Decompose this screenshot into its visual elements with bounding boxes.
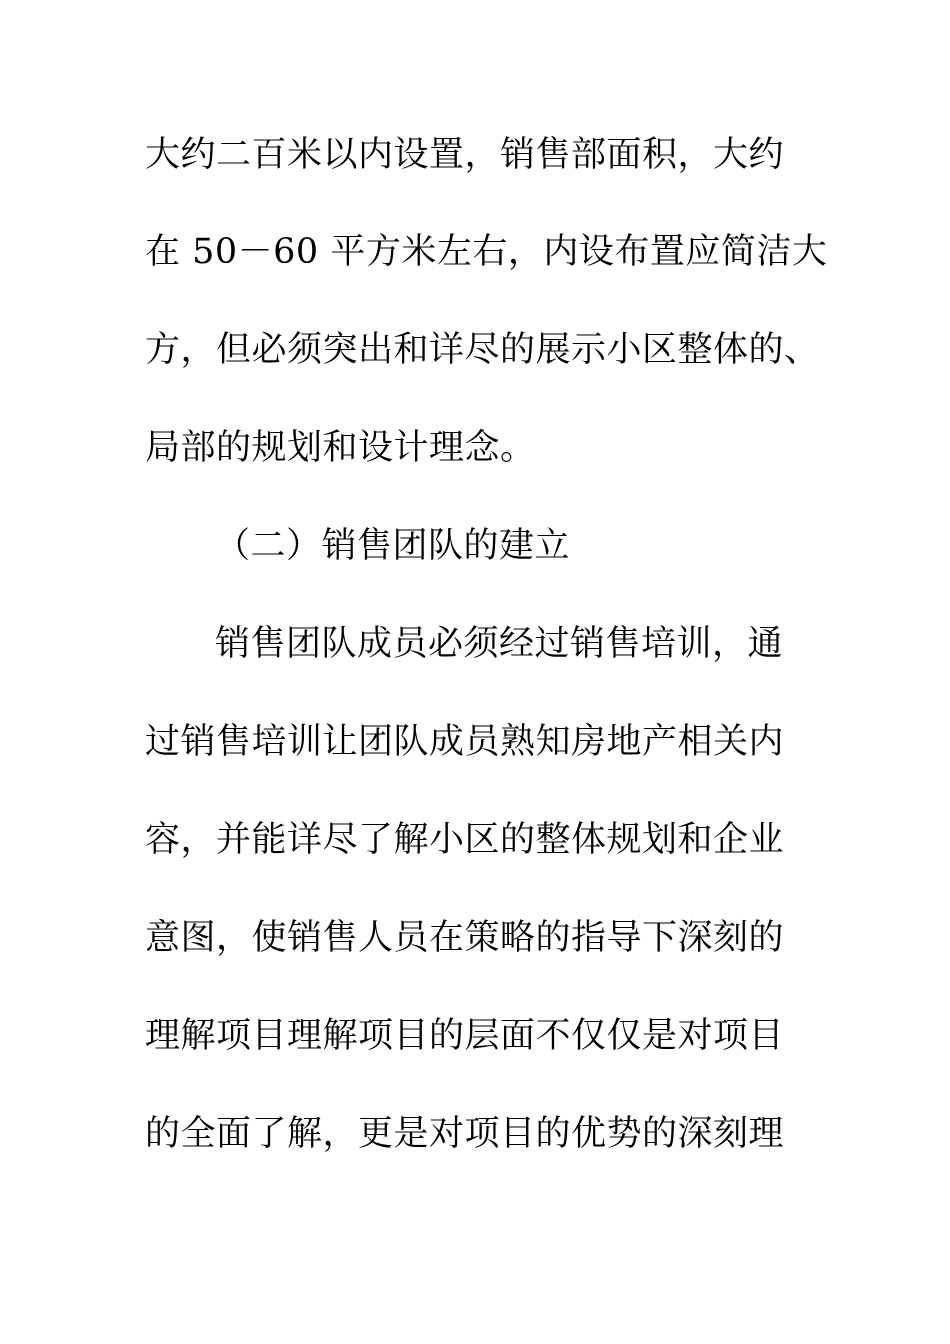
paragraph-2-line-6: 的全面了解，更是对项目的优势的深刻理 (145, 1114, 785, 1154)
section-heading: （二）销售团队的建立 (215, 526, 571, 566)
paragraph-1-line-3: 方，但必须突出和详尽的展示小区整体的、 (145, 330, 820, 370)
paragraph-1-line-4: 局部的规划和设计理念。 (145, 428, 536, 468)
paragraph-2-line-2: 过销售培训让团队成员熟知房地产相关内 (145, 722, 785, 762)
paragraph-2-line-1: 销售团队成员必须经过销售培训，通 (215, 624, 784, 664)
paragraph-2-line-3: 容，并能详尽了解小区的整体规划和企业 (145, 820, 785, 860)
paragraph-1-line-1: 大约二百米以内设置，销售部面积，大约 (145, 135, 785, 175)
paragraph-2-line-5: 理解项目理解项目的层面不仅仅是对项目 (145, 1016, 785, 1056)
paragraph-1-line-2: 在 50－60 平方米左右，内设布置应简洁大 (145, 232, 828, 272)
paragraph-2-line-4: 意图，使销售人员在策略的指导下深刻的 (145, 918, 785, 958)
